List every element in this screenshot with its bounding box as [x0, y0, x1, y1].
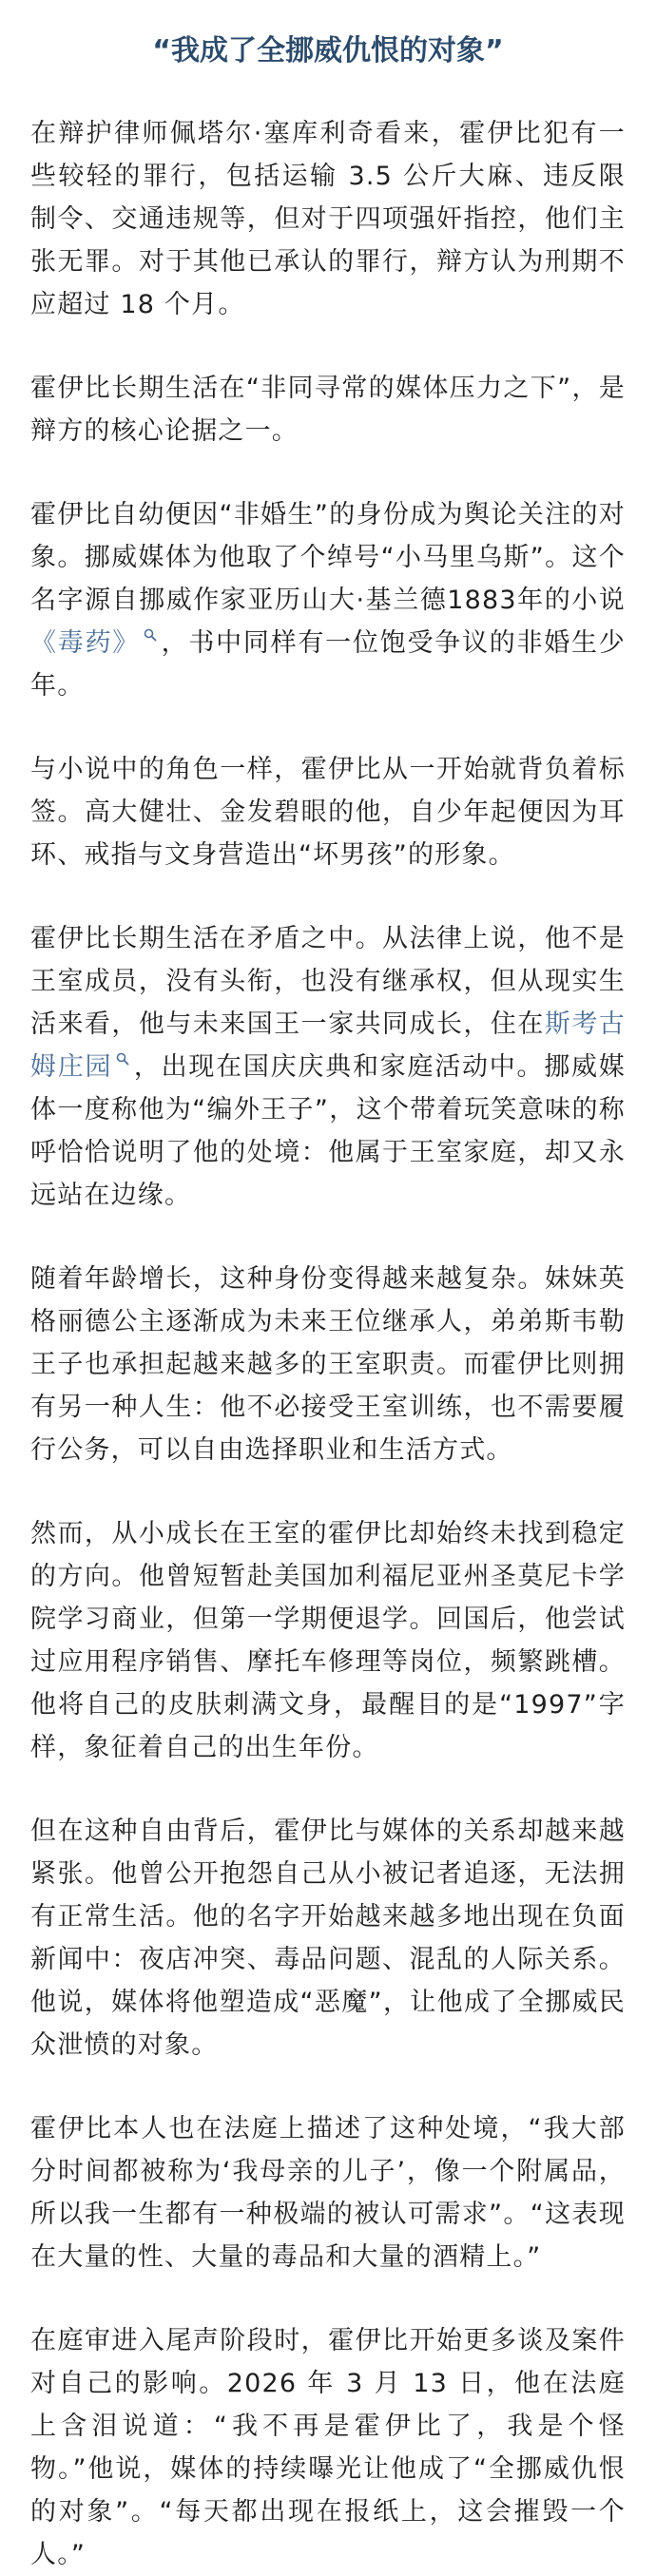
paragraph-media-pressure: 霍伊比长期生活在“非同寻常的媒体压力之下”，是辩方的核心论据之一。	[30, 374, 626, 446]
paragraph-text: ，书中同样有一位饱受争议的非婚生少年。	[30, 628, 626, 701]
paragraph-no-direction: 然而，从小成长在王室的霍伊比却始终未找到稳定的方向。他曾短暂赴美国加利福尼亚州圣莫尼卡学院学习商业，但第一学期便退学。回国后，他尝试过应用程序销售、摩托车修理等岗位，频繁跳槽。他将自己的皮肤刺满文身，最醒目的是“1997”字样，象征着自己的出生年份。	[30, 1519, 626, 1762]
paragraph-nickname-origin	[30, 493, 626, 707]
paragraph-growing-complexity: 随着年龄增长，这种身份变得越来越复杂。妹妹英格丽德公主逐渐成为未来王位继承人，弟弟斯韦勒王子也承担起越来越多的王室职责。而霍伊比则拥有另一种人生：他不必接受王室训练，也不需要履行公务，可以自由选择职业和生活方式。	[30, 1264, 626, 1465]
search-icon[interactable]	[144, 628, 157, 642]
article-title: “我成了全挪威仇恨的对象”	[152, 34, 504, 67]
novel-poison-link[interactable]: 《毒药》	[30, 628, 141, 658]
search-icon[interactable]	[116, 1052, 129, 1066]
paragraph-defense-argument: 在辩护律师佩塔尔·塞库利奇看来，霍伊比犯有一些较轻的罪行，包括运输 3.5 公斤大麻、违反限制令、交通违规等，但对于四项强奸指控，他们主张无罪。对于其他已承认的罪行，辩方认为刑期不应超过 18 个月。	[30, 119, 626, 319]
paragraph-contradiction	[30, 917, 626, 1217]
paragraph-text: ，出现在国庆庆典和家庭活动中。挪威媒体一度称他为“编外王子”，这个带着玩笑意味的称呼恰恰说明了他的处境：他属于王室家庭，却又永远站在边缘。	[30, 1052, 626, 1210]
paragraph-bad-boy-image: 与小说中的角色一样，霍伊比从一开始就背负着标签。高大健壮、金发碧眼的他，自少年起便因为耳环、戒指与文身营造出“坏男孩”的形象。	[30, 755, 626, 870]
paragraph-text: 霍伊比自幼便因“非婚生”的身份成为舆论关注的对象。挪威媒体为他取了个绰号“小马里乌斯”。这个名字源自挪威作家亚历山大·基兰德1883年的小说	[30, 500, 626, 615]
paragraph-court-testimony: 霍伊比本人也在法庭上描述了这种处境，“我大部分时间都被称为‘我母亲的儿子’，像一个附属品，所以我一生都有一种极端的被认可需求”。“这表现在大量的性、大量的毒品和大量的酒精上。”	[30, 2114, 626, 2272]
paragraph-text: 霍伊比长期生活在矛盾之中。从法律上说，他不是王室成员，没有头衔，也没有继承权，但从现实生活来看，他与未来国王一家共同成长，住在	[30, 924, 626, 1039]
paragraph-trial-end: 在庭审进入尾声阶段时，霍伊比开始更多谈及案件对自己的影响。2026 年 3 月 13 日，他在法庭上含泪说道：“我不再是霍伊比了，我是个怪物。”他说，媒体的持续曝光让他成了“全挪威仇恨的对象”。“每天都出现在报纸上，这会摧毁一个人。”	[30, 2326, 626, 2569]
skaugum-estate-link[interactable]: 斯考古姆庄园	[30, 1009, 626, 1082]
paragraph-media-tension: 但在这种自由背后，霍伊比与媒体的关系却越来越紧张。他曾公开抱怨自己从小被记者追逐，无法拥有正常生活。他的名字开始越来越多地出现在负面新闻中：夜店冲突、毒品问题、混乱的人际关系。他说，媒体将他塑造成“恶魔”，让他成了全挪威民众泄愤的对象。	[30, 1817, 626, 2060]
